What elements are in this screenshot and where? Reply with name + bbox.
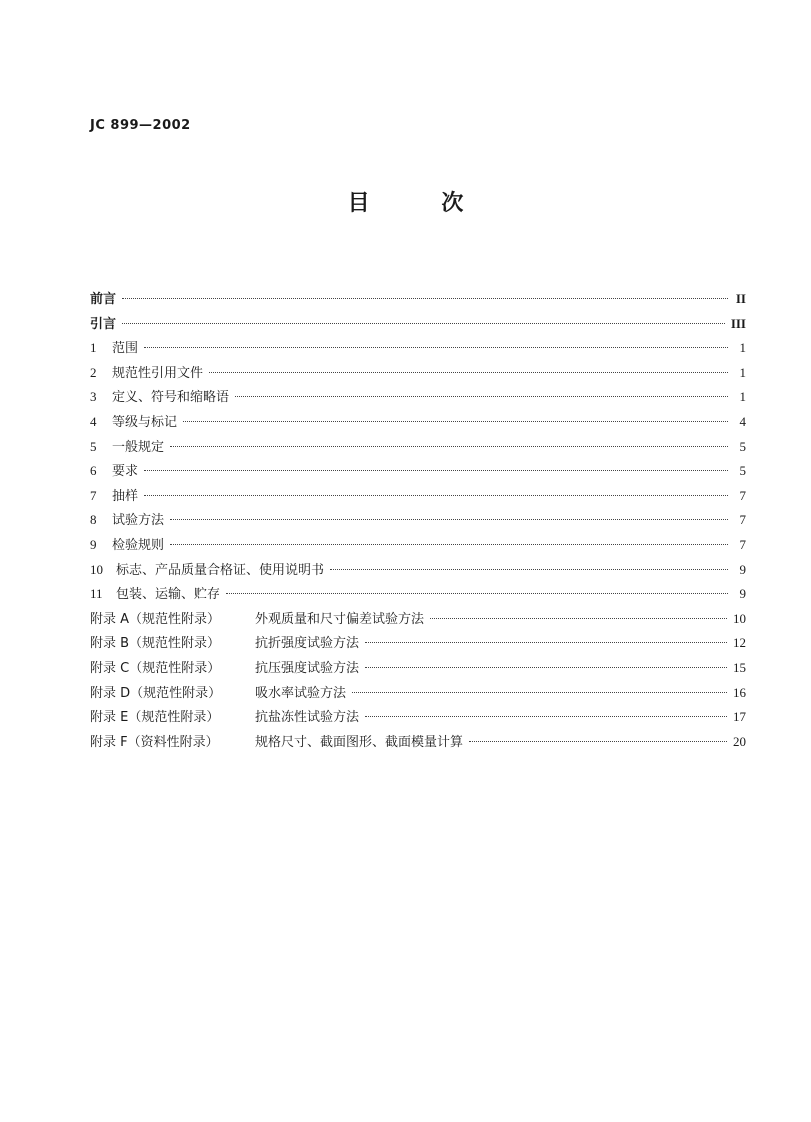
toc-entry-label: 定义、符号和缩略语 <box>112 390 230 406</box>
toc-entry-page: III <box>730 315 746 331</box>
toc-entry-number: 3 <box>90 389 97 405</box>
toc-entry-annex-c[interactable] <box>90 657 746 682</box>
toc-entry-annex-b[interactable] <box>90 632 746 657</box>
toc-entry-page: 7 <box>739 536 746 552</box>
toc-entry-number: 10 <box>90 561 103 577</box>
toc-title: 目 次 <box>347 191 496 216</box>
toc-annex-title: 吸水率试验方法 <box>255 685 347 701</box>
toc-entry-page: 20 <box>733 733 746 749</box>
toc-annex-title: 外观质量和尺寸偏差试验方法 <box>255 611 425 627</box>
toc-entry-page: 1 <box>739 340 746 356</box>
toc-entry-page: 12 <box>733 635 746 651</box>
dot-leader <box>170 519 728 520</box>
dot-leader <box>183 421 728 422</box>
toc-entry-section-5[interactable] <box>90 436 746 461</box>
toc-entry-introduction[interactable] <box>90 313 746 338</box>
toc-entry-page: 5 <box>739 463 746 479</box>
dot-leader <box>365 642 727 643</box>
toc-entry-number: 8 <box>90 512 97 528</box>
dot-leader <box>365 716 727 717</box>
toc-entry-number: 11 <box>90 586 103 602</box>
toc-entry-section-3[interactable] <box>90 386 746 411</box>
toc-entry-label: 要求 <box>112 464 139 480</box>
toc-entry-section-8[interactable] <box>90 509 746 534</box>
toc-entry-label: 包装、运输、贮存 <box>116 587 221 603</box>
toc-entry-page: 7 <box>739 487 746 503</box>
toc-entry-label: 引言 <box>90 316 117 332</box>
toc-entry-number: 5 <box>90 438 97 454</box>
toc-entry-label: 试验方法 <box>112 513 165 529</box>
toc-entry-page: 7 <box>739 512 746 528</box>
toc-entry-label: 一般规定 <box>112 439 165 455</box>
toc-entry-label: 等级与标记 <box>112 414 178 430</box>
toc-entry-number: 1 <box>90 340 97 356</box>
toc-entry-label: 范围 <box>112 341 139 357</box>
toc-entry-page: II <box>735 291 746 306</box>
dot-leader <box>144 470 728 471</box>
toc-entry-page: 16 <box>733 684 746 700</box>
dot-leader <box>122 323 725 324</box>
toc-entry-foreword[interactable] <box>90 288 746 313</box>
dot-leader <box>209 372 728 373</box>
toc-entry-page: 1 <box>739 364 746 380</box>
toc-entry-section-10[interactable] <box>90 559 746 584</box>
toc-entry-annex-a[interactable] <box>90 608 746 633</box>
toc-annex-label: 附录 F（资料性附录） <box>90 734 219 750</box>
toc-entry-section-7[interactable] <box>90 485 746 510</box>
dot-leader <box>144 347 728 348</box>
dot-leader <box>330 569 728 570</box>
toc-annex-label: 附录 E（规范性附录） <box>90 710 220 726</box>
toc-entry-page: 5 <box>739 438 746 454</box>
toc-annex-title: 抗盐冻性试验方法 <box>255 710 360 726</box>
toc-entry-label: 抽样 <box>112 488 139 504</box>
toc-entry-number: 6 <box>90 463 97 479</box>
toc-entry-number: 4 <box>90 413 97 429</box>
toc-entry-page: 1 <box>739 389 746 405</box>
toc-annex-title: 规格尺寸、截面图形、截面模量计算 <box>255 734 464 750</box>
toc-entry-label: 前言 <box>90 292 117 307</box>
toc-entry-annex-d[interactable] <box>90 682 746 707</box>
toc-entry-section-1[interactable] <box>90 337 746 362</box>
toc-entry-number: 9 <box>90 536 97 552</box>
toc-entry-number: 7 <box>90 487 97 503</box>
dot-leader <box>122 298 728 299</box>
dot-leader <box>469 741 727 742</box>
dot-leader <box>352 692 727 693</box>
toc-entry-annex-f[interactable] <box>90 731 746 756</box>
dot-leader <box>144 495 728 496</box>
toc-entry-annex-e[interactable] <box>90 706 746 731</box>
toc-annex-label: 附录 D（规范性附录） <box>90 685 222 701</box>
toc-entry-label: 标志、产品质量合格证、使用说明书 <box>116 562 325 578</box>
toc-annex-title: 抗压强度试验方法 <box>255 660 360 676</box>
toc-entry-section-2[interactable] <box>90 362 746 387</box>
toc-entry-page: 9 <box>739 561 746 577</box>
dot-leader <box>235 396 728 397</box>
dot-leader <box>170 544 728 545</box>
toc-entry-section-11[interactable] <box>90 583 746 608</box>
toc-annex-title: 抗折强度试验方法 <box>255 636 360 652</box>
toc-entry-section-6[interactable] <box>90 460 746 485</box>
toc-entry-section-4[interactable] <box>90 411 746 436</box>
toc-entry-page: 10 <box>733 610 746 626</box>
dot-leader <box>170 446 728 447</box>
toc-entry-page: 4 <box>739 413 746 429</box>
dot-leader <box>430 618 727 619</box>
table-of-contents <box>90 288 746 755</box>
toc-entry-number: 2 <box>90 364 97 380</box>
document-code: JC 899—2002 <box>90 118 191 133</box>
toc-entry-label: 检验规则 <box>112 537 165 553</box>
toc-annex-label: 附录 C（规范性附录） <box>90 660 221 676</box>
toc-entry-page: 17 <box>733 709 746 725</box>
toc-annex-label: 附录 A（规范性附录） <box>90 611 221 627</box>
toc-annex-label: 附录 B（规范性附录） <box>90 636 221 652</box>
dot-leader <box>226 593 728 594</box>
toc-entry-label: 规范性引用文件 <box>112 365 204 381</box>
toc-entry-page: 9 <box>739 586 746 602</box>
toc-entry-page: 15 <box>733 659 746 675</box>
dot-leader <box>365 667 727 668</box>
toc-entry-section-9[interactable] <box>90 534 746 559</box>
